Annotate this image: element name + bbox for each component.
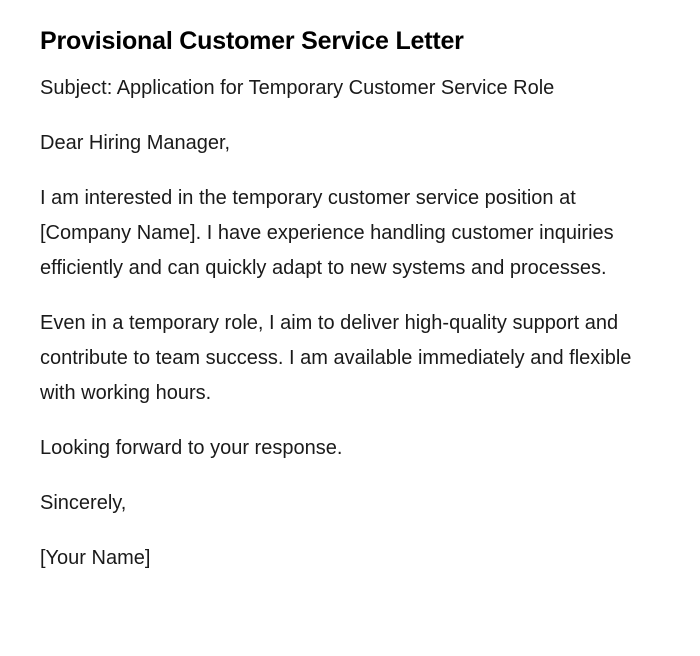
letter-subject: Subject: Application for Temporary Customer Service Role — [40, 77, 555, 99]
letter-paragraph-2: Even in a temporary role, I aim to deliver high-quality support and contribute to team success. I am available immediately and flexible with working hours. — [40, 312, 632, 404]
letter-signature: [Your Name] — [40, 547, 151, 569]
letter-greeting: Dear Hiring Manager, — [40, 132, 231, 154]
letter-paragraph-1: I am interested in the temporary customer service position at [Company Name]. I have experience handling customer inquiries efficiently and can quickly adapt to new systems and processes. — [40, 187, 614, 279]
letter-closing-line: Looking forward to your response. — [40, 437, 343, 459]
letter-title: Provisional Customer Service Letter — [40, 27, 464, 55]
letter-sign-off: Sincerely, — [40, 492, 127, 514]
